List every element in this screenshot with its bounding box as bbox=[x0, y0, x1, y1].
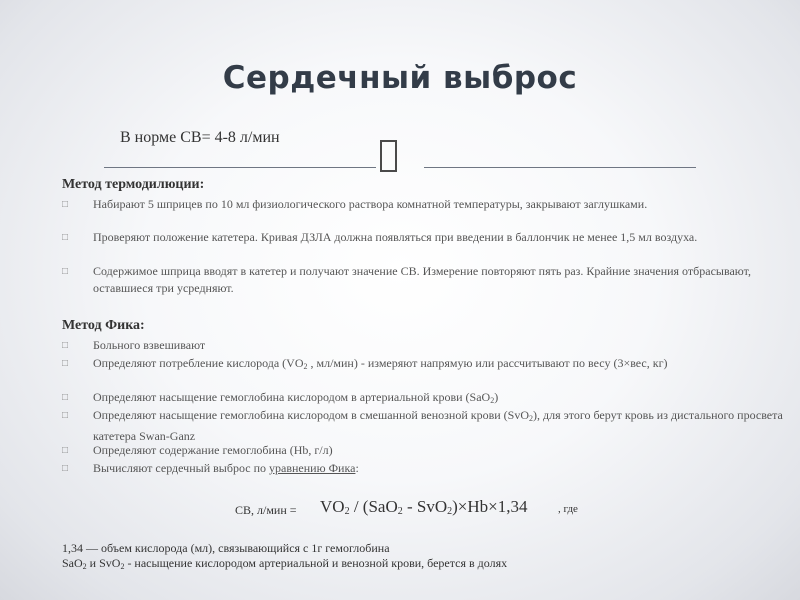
square-bullet-icon: □ bbox=[62, 445, 69, 456]
fick-item-text: Определяют содержание гемоглобина (Hb, г/л) bbox=[93, 443, 333, 457]
normal-value-text: В норме СВ= 4-8 л/мин bbox=[120, 129, 280, 146]
note-line-2: SaO$_2$ и SvO$_2$ - насыщение кислородом артериальной и венозной крови, берется в долях bbox=[62, 556, 508, 571]
square-bullet-icon: □ bbox=[62, 340, 69, 351]
square-bullet-icon: □ bbox=[62, 358, 69, 369]
formula-suffix: , где bbox=[558, 503, 578, 515]
formula-rhs: $VO_2 / (SaO_2 - SvO_2)\times Hb\times 1,34$ bbox=[320, 497, 528, 517]
square-bullet-icon: □ bbox=[62, 199, 69, 210]
square-bullet-icon: □ bbox=[62, 232, 69, 243]
fick-item-text: Определяют насыщение гемоглобина кислородом в смешанной венозной крови (SvO$_2$), для этого берут кровь из дистального просвета катетера Swan-Ganz bbox=[93, 408, 783, 443]
square-bullet-icon: □ bbox=[62, 266, 69, 277]
fick-item-text: Определяют потребление кислорода ($VO_2$ , мл/мин) - измеряют напрямую или рассчитывают по весу (3×вес, кг) bbox=[93, 356, 668, 371]
fick-equation-link[interactable]: уравнению Фика bbox=[269, 461, 356, 475]
page-title: Сердечный выброс bbox=[222, 60, 578, 96]
thermo-item-text: Набирают 5 шприцев по 10 мл физиологического раствора комнатной температуры, закрывают заглушками. bbox=[93, 197, 648, 211]
square-bullet-icon: □ bbox=[62, 463, 69, 474]
fick-item-text: Вычисляют сердечный выброс по уравнению Фика: bbox=[93, 461, 359, 475]
divider-right bbox=[424, 167, 696, 168]
fick-item-text: Определяют насыщение гемоглобина кислородом в артериальной крови (SaO$_2$) bbox=[93, 390, 499, 405]
fick-item-text: Больного взвешивают bbox=[93, 338, 206, 352]
divider-left bbox=[104, 167, 376, 168]
thermo-item-text: Содержимое шприца вводят в катетер и получают значение СВ. Измерение повторяют пять раз. Крайние значения отбрасывают, оставшиеся три усредняют. bbox=[93, 264, 751, 295]
note-line-1: 1,34 — объем кислорода (мл), связывающийся с 1г гемоглобина bbox=[62, 541, 390, 555]
fick-heading: Метод Фика: bbox=[62, 318, 145, 333]
thermo-item-text: Проверяют положение катетера. Кривая ДЗЛА должна появляться при введении в баллончик не менее 1,5 мл воздуха. bbox=[93, 230, 698, 244]
missing-glyph-icon bbox=[380, 140, 397, 172]
formula-lhs: СВ, л/мин = bbox=[235, 503, 297, 517]
square-bullet-icon: □ bbox=[62, 392, 69, 403]
thermo-heading: Метод термодилюции: bbox=[62, 177, 205, 192]
square-bullet-icon: □ bbox=[62, 410, 69, 421]
